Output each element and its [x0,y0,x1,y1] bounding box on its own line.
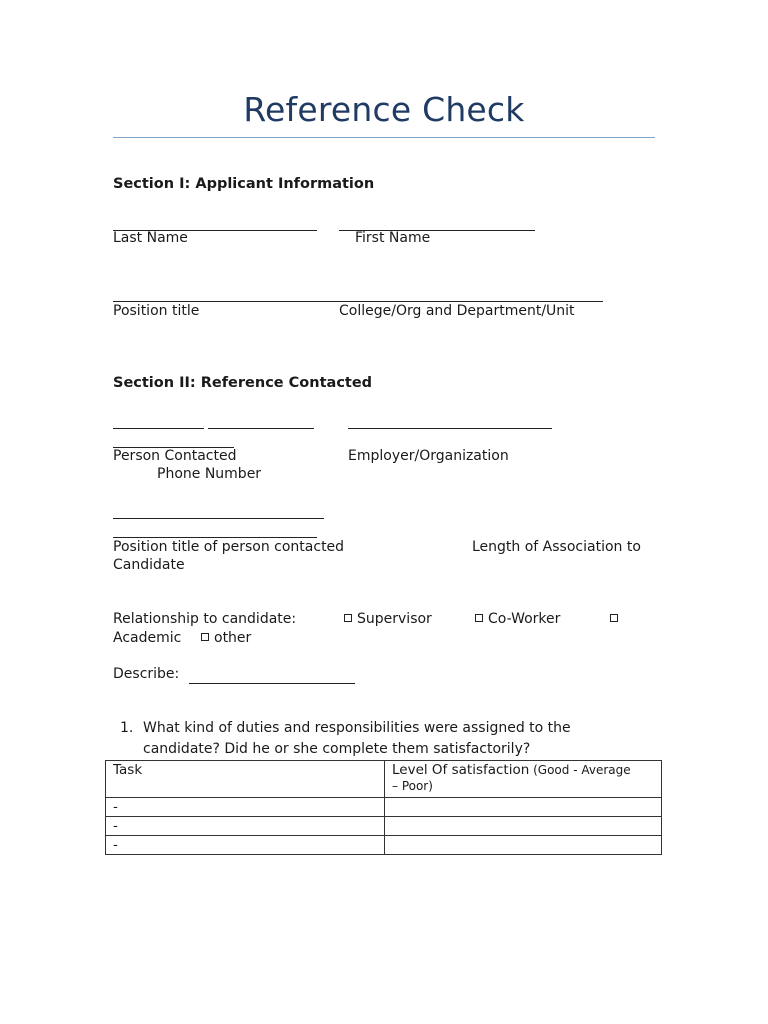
section-2-heading: Section II: Reference Contacted [113,375,373,391]
satisfaction-scale-b: – Poor) [392,779,433,793]
satisfaction-cell[interactable] [385,836,662,855]
satisfaction-cell[interactable] [385,817,662,836]
academic-checkbox[interactable] [610,614,618,622]
describe-field[interactable] [189,683,355,684]
question-line-2: candidate? Did he or she complete them satisfactorily? [143,741,531,757]
coworker-checkbox[interactable] [475,614,483,622]
option-academic-box[interactable] [610,611,623,627]
option-other[interactable] [201,630,251,646]
title-divider [113,137,655,138]
length-association-field[interactable] [113,537,317,538]
last-name-label: Last Name [113,230,188,246]
person-contacted-label: Person Contacted [113,448,237,464]
task-cell[interactable]: - [106,817,385,836]
table-row [106,817,662,836]
table-row [106,798,662,817]
first-name-label: First Name [355,230,431,246]
other-checkbox[interactable] [201,633,209,641]
section-1-heading: Section I: Applicant Information [113,176,375,192]
task-cell[interactable]: - [106,836,385,855]
option-coworker[interactable] [475,611,560,627]
duties-table [105,760,662,855]
employer-field[interactable] [348,428,552,429]
coworker-label: Co-Worker [488,611,561,627]
other-label: other [214,630,252,646]
position-college-field[interactable] [113,301,603,302]
position-title-contact-label: Position title of person contacted [113,539,345,555]
page-title: Reference Check [243,90,525,129]
task-header: Task [106,761,385,798]
candidate-label: Candidate [113,557,185,573]
question-number: 1. [120,720,134,736]
academic-label: Academic [113,630,182,646]
position-title-contact-field[interactable] [113,518,324,519]
supervisor-label: Supervisor [357,611,432,627]
employer-org-label: Employer/Organization [348,448,509,464]
table-header-row [106,761,662,798]
phone-number-label: Phone Number [157,466,262,482]
satisfaction-header-label: Level Of satisfaction [392,762,530,778]
satisfaction-cell[interactable] [385,798,662,817]
option-supervisor[interactable] [344,611,432,627]
satisfaction-header [385,761,662,798]
length-association-label: Length of Association to [472,539,641,555]
person-contacted-field-2[interactable] [208,428,314,429]
supervisor-checkbox[interactable] [344,614,352,622]
position-title-label: Position title [113,303,200,319]
satisfaction-scale-a: (Good - Average [529,763,631,777]
table-row [106,836,662,855]
question-text [143,718,633,760]
task-cell[interactable]: - [106,798,385,817]
college-org-label: College/Org and Department/Unit [339,303,575,319]
question-line-1: What kind of duties and responsibilities were assigned to the [143,720,571,736]
relationship-label: Relationship to candidate: [113,611,297,627]
person-contacted-field[interactable] [113,428,204,429]
describe-label: Describe: [113,666,180,682]
